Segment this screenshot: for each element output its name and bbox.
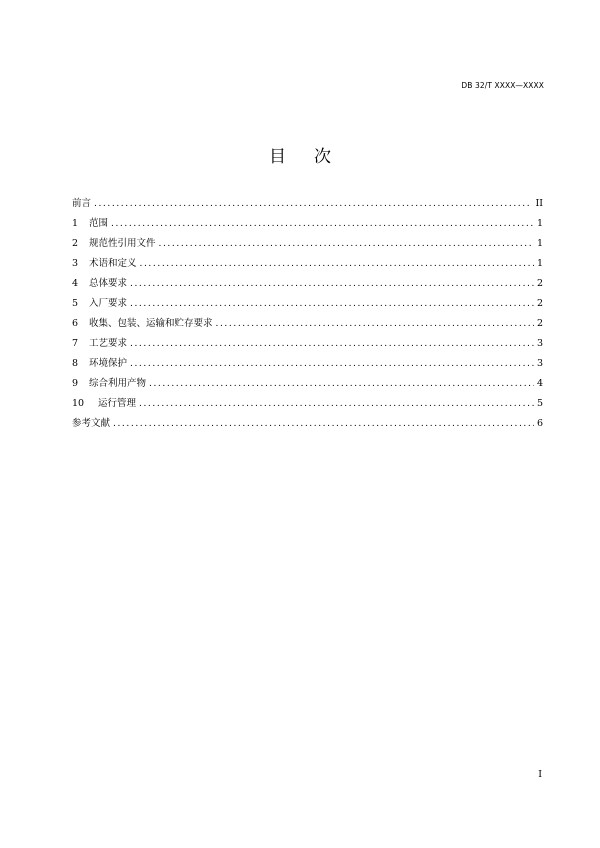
toc-entry-label: 范围 [89,218,109,229]
toc-entry-label: 环境保护 [89,358,128,369]
toc-leader-dots [130,294,534,314]
toc-entry-4[interactable] [72,274,543,294]
page-number: I [538,769,542,780]
toc-leader-dots [140,254,534,274]
toc-entry-page: 6 [536,418,543,429]
toc-entry-label: 综合利用产物 [89,378,147,389]
toc-entry-9[interactable] [72,374,543,394]
toc-entry-page: 1 [536,238,543,249]
standard-code: DB 32/T XXXX—XXXX [461,81,544,90]
toc-entry-label: 前言 [72,198,92,209]
toc-entry-label: 入厂要求 [89,298,128,309]
toc-leader-dots [216,314,534,334]
toc-leader-dots [111,214,534,234]
toc-entry-page: 1 [536,218,543,229]
toc-entry-page: 1 [536,258,543,269]
toc-entry-number: 8 [72,358,79,369]
toc-entry-5[interactable] [72,294,543,314]
toc-leader-dots [94,194,532,214]
toc-entry-8[interactable] [72,354,543,374]
toc-leader-dots [139,394,534,414]
toc-entry-number: 6 [72,318,79,329]
toc-leader-dots [130,354,534,374]
toc-entry-number: 5 [72,298,79,309]
toc-entry-number: 3 [72,258,79,269]
toc-entry-page: 2 [536,318,543,329]
toc-leader-dots [130,334,534,354]
toc-entry-page: 3 [536,338,543,349]
toc-entry-2[interactable] [72,234,543,254]
toc-entry-page: 2 [536,298,543,309]
toc-entry-references[interactable] [72,414,543,434]
toc-entry-number: 9 [72,378,79,389]
toc-entry-label: 参考文献 [72,418,111,429]
toc-entry-number: 4 [72,278,79,289]
toc-leader-dots [159,234,534,254]
toc-leader-dots [149,374,534,394]
toc-entry-label: 运行管理 [98,398,137,409]
toc-entry-label: 规范性引用文件 [89,238,156,249]
table-of-contents [72,194,543,434]
toc-entry-page: 2 [536,278,543,289]
toc-entry-page: 5 [536,398,543,409]
toc-leader-dots [113,414,534,434]
toc-entry-page: 3 [536,358,543,369]
toc-entry-label: 收集、包装、运输和贮存要求 [89,318,213,329]
toc-entry-number: 2 [72,238,79,249]
toc-entry-1[interactable] [72,214,543,234]
toc-entry-preface[interactable] [72,194,543,214]
toc-entry-label: 术语和定义 [89,258,137,269]
toc-entry-6[interactable] [72,314,543,334]
toc-entry-page: 4 [536,378,543,389]
toc-entry-label: 总体要求 [89,278,128,289]
toc-entry-3[interactable] [72,254,543,274]
toc-entry-page: II [535,198,543,209]
toc-entry-7[interactable] [72,334,543,354]
toc-entry-10[interactable] [72,394,543,414]
toc-entry-number: 1 [72,218,79,229]
toc-entry-number: 7 [72,338,79,349]
page-title: 目次 [269,147,359,167]
toc-entry-number: 10 [72,398,85,409]
toc-entry-label: 工艺要求 [89,338,128,349]
toc-leader-dots [130,274,534,294]
